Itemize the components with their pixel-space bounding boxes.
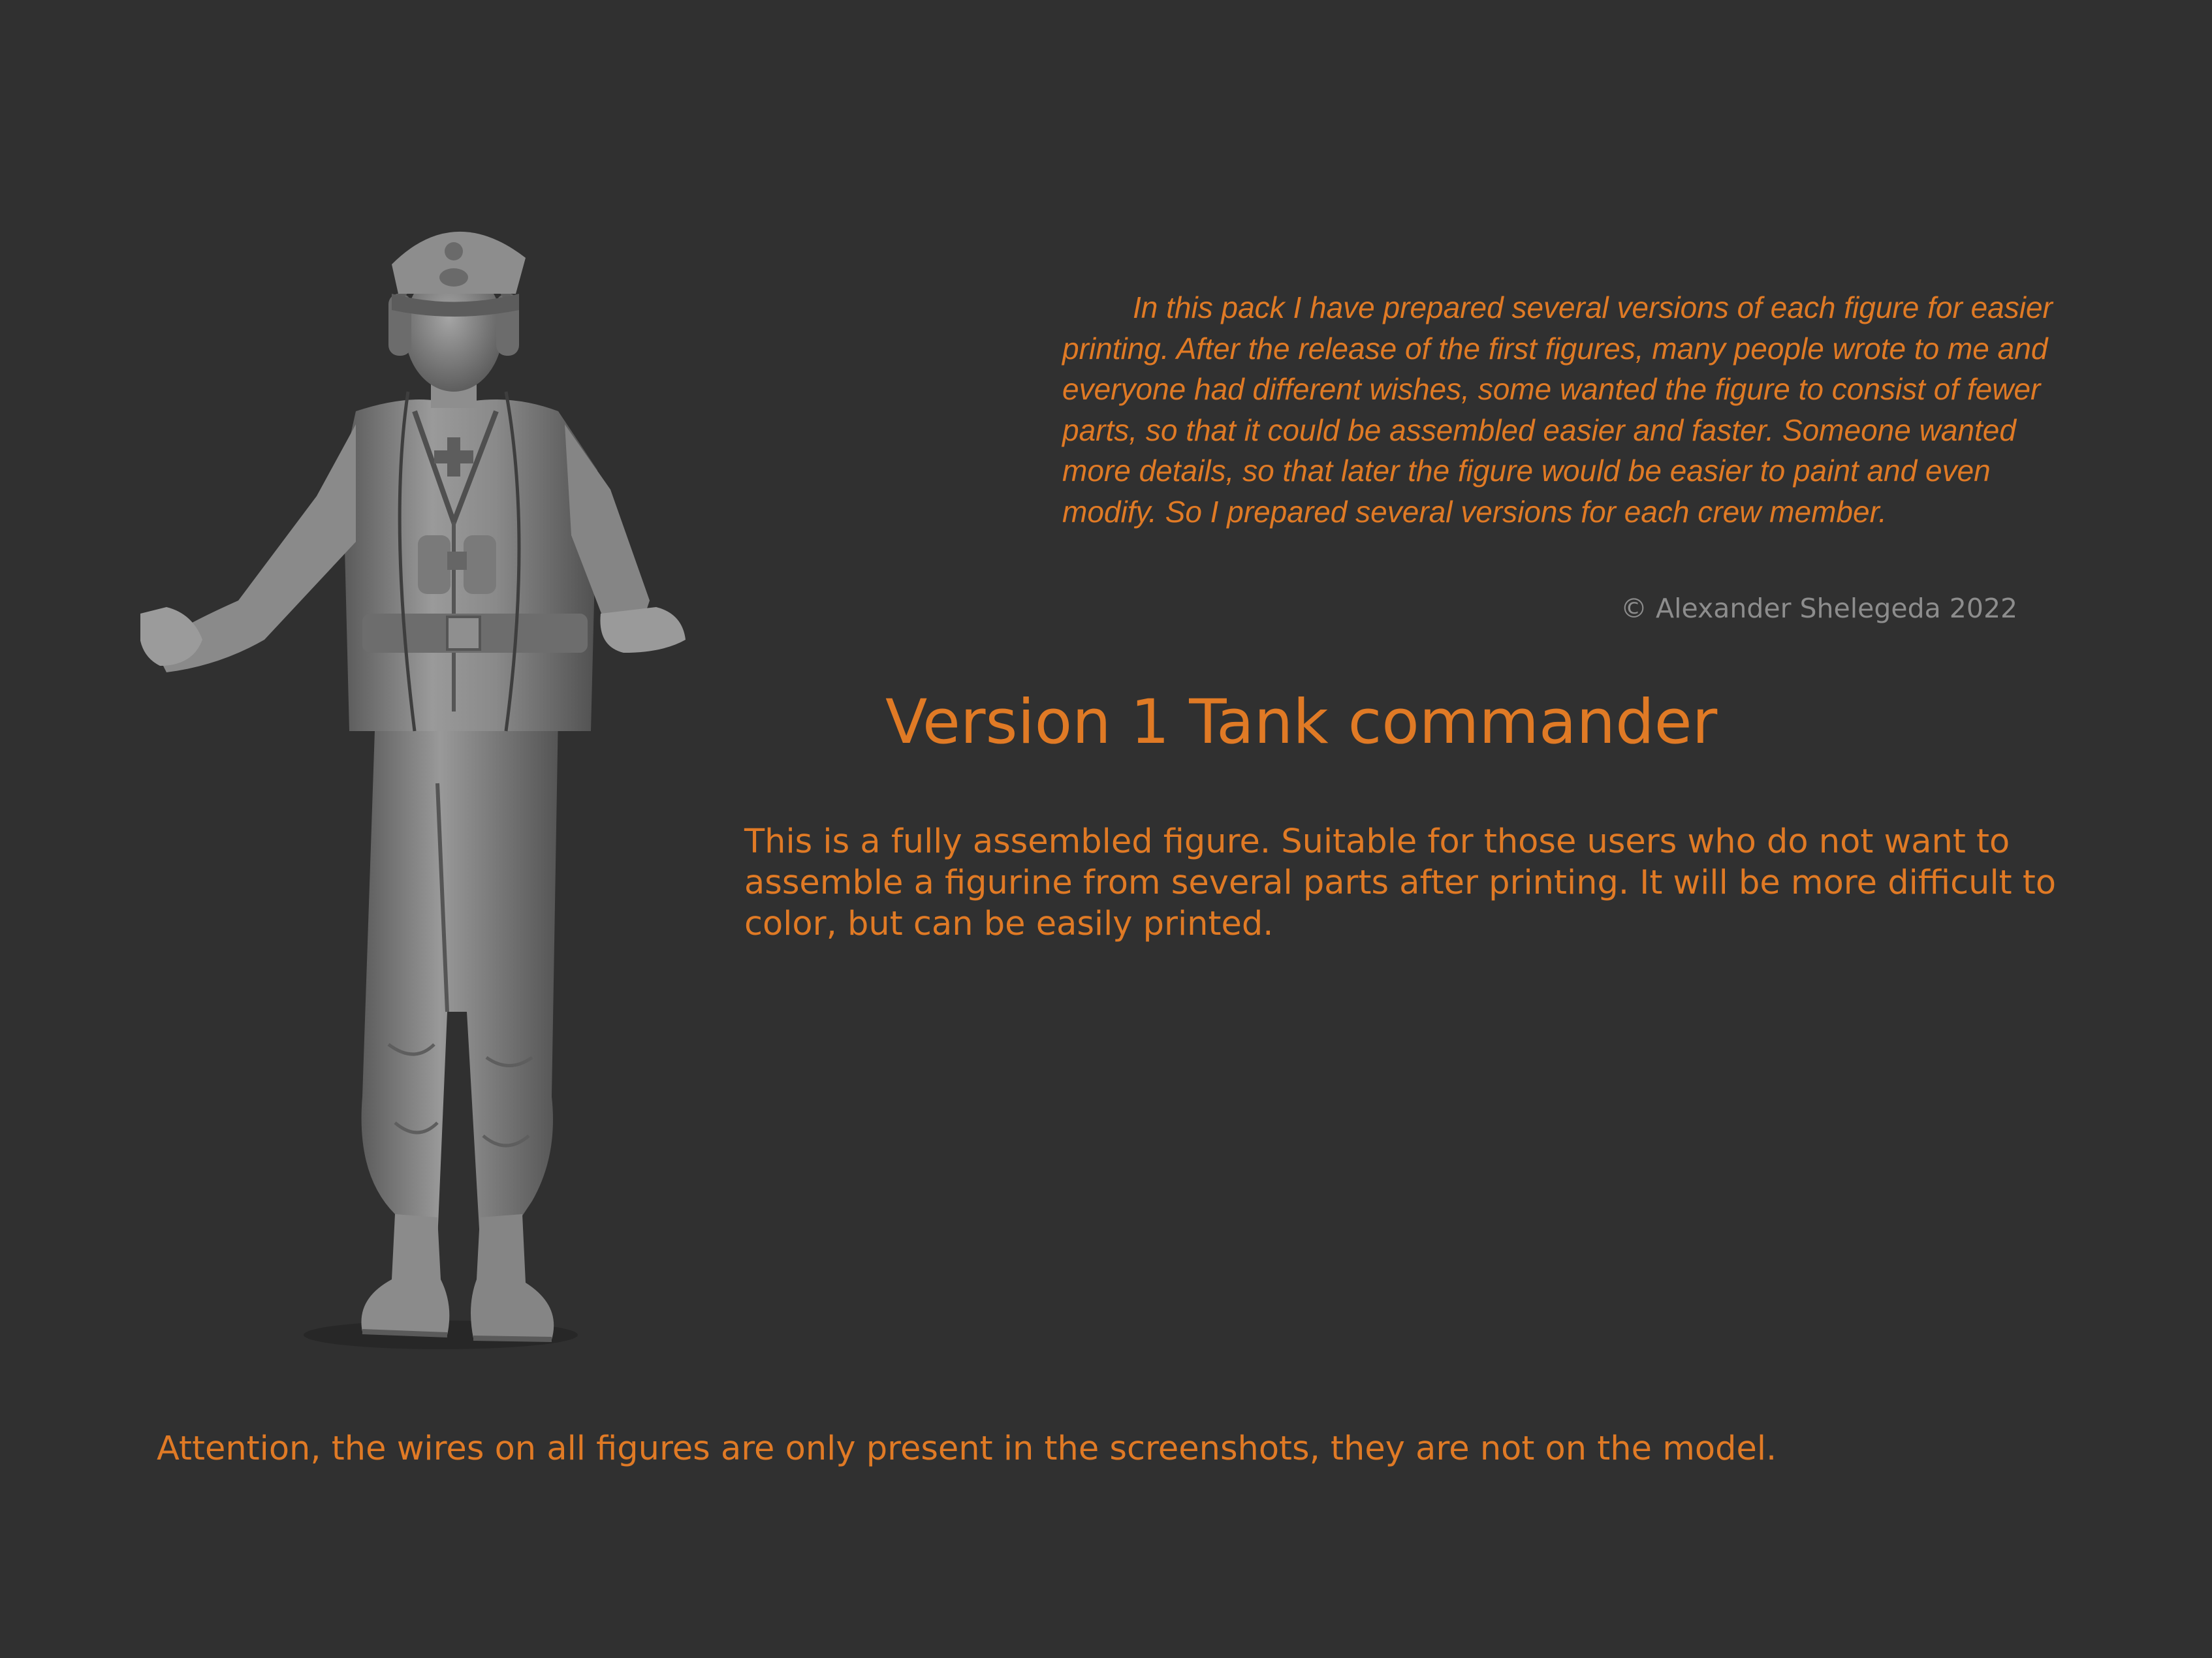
attention-notice: Attention, the wires on all figures are only present in the screenshots, they are not on the model. bbox=[157, 1430, 1777, 1468]
version-description: This is a fully assembled figure. Suitable for those users who do not want to assemble a figurine from several parts after printing. It will be more difficult to color, but can be easily printed. bbox=[744, 822, 2057, 943]
tank-commander-figure-image bbox=[140, 196, 780, 1364]
figure-render-icon bbox=[140, 196, 780, 1364]
intro-paragraph: In this pack I have prepared several versions of each figure for easier printing. After the release of the first figures, many people wrote to me and everyone had different wishes, some wanted the figure to consist of fewer parts, so that it could be assembled easier and faster. Someone wanted more details, so that later the figure would be easier to paint and even modify. So I prepared several versions for each crew member. bbox=[1062, 290, 2053, 529]
version-title: Version 1 Tank commander bbox=[885, 687, 1718, 758]
copyright-notice: © Alexander Shelegeda 2022 bbox=[1620, 593, 2018, 624]
